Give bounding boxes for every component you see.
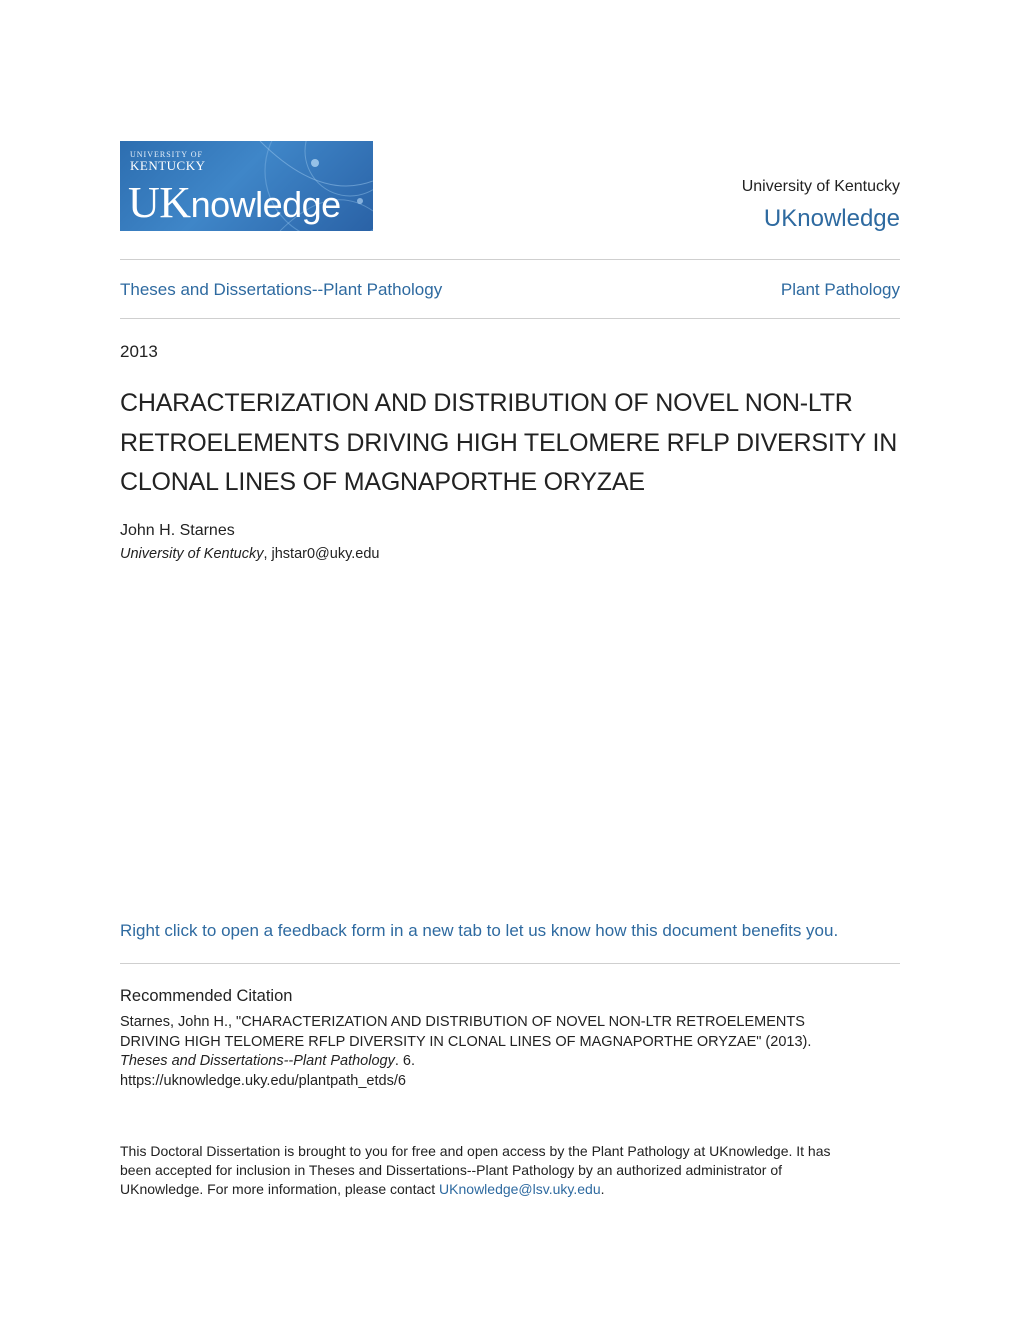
footer-line-3-prefix: UKnowledge. For more information, please contact (120, 1181, 440, 1198)
contact-email-link[interactable]: UKnowledge@lsv.uky.edu (439, 1181, 601, 1198)
divider-citation (120, 963, 900, 964)
department-link[interactable]: Plant Pathology (780, 280, 900, 299)
citation-series-suffix: . 6. (394, 1053, 415, 1069)
series-link[interactable]: Theses and Dissertations--Plant Pathology (120, 280, 443, 299)
feedback-link[interactable]: Right click to open a feedback form in a new tab to let us know how this document benefits you. (120, 921, 839, 940)
divider-top (120, 259, 900, 260)
divider-nav (120, 318, 900, 319)
citation-line-2: DRIVING HIGH TELOMERE RFLP DIVERSITY IN CLONAL LINES OF MAGNAPORTHE ORYZAE" (2013). (120, 1033, 812, 1050)
logo-wordmark (128, 179, 341, 229)
header-institution: University of Kentucky (741, 178, 900, 195)
document-title (120, 384, 920, 503)
citation-line-1: Starnes, John H., "CHARACTERIZATION AND DISTRIBUTION OF NOVEL NON-LTR RETROELEMENTS (120, 1014, 805, 1030)
citation-body (120, 1013, 900, 1091)
citation-heading: Recommended Citation (120, 987, 293, 1005)
logo-wordmark-uk: UK (128, 178, 191, 227)
footer-line-3 (120, 1180, 900, 1199)
title-line-2: RETROELEMENTS DRIVING HIGH TELOMERE RFLP DIVERSITY IN (120, 428, 898, 457)
footer-line-1: This Doctoral Dissertation is brought to you for free and open access by the Plant Pathology at UKnowledge. It has (120, 1143, 831, 1159)
author-name: John H. Starnes (120, 522, 235, 539)
footer-notice (120, 1142, 900, 1200)
logo-institution-big: KENTUCKY (130, 158, 206, 173)
logo-institution-small: UNIVERSITY OF (130, 150, 203, 159)
citation-series: Theses and Dissertations--Plant Pathology (120, 1053, 395, 1069)
author-affiliation (120, 546, 379, 562)
uknowledge-logo[interactable] (120, 141, 373, 231)
title-line-3: CLONAL LINES OF MAGNAPORTHE ORYZAE (120, 468, 645, 496)
publication-year: 2013 (120, 342, 158, 361)
citation-series-line (120, 1052, 900, 1072)
affiliation-institution: University of Kentucky (120, 546, 264, 562)
citation-url: https://uknowledge.uky.edu/plantpath_etds/6 (120, 1072, 406, 1089)
footer-line-3-suffix: . (600, 1181, 605, 1198)
logo-wordmark-rest: nowledge (190, 184, 341, 225)
title-line-1: CHARACTERIZATION AND DISTRIBUTION OF NOVEL NON-LTR (120, 389, 853, 417)
header-repository-link[interactable]: UKnowledge (763, 205, 900, 232)
footer-line-2: been accepted for inclusion in Theses and Dissertations--Plant Pathology by an authorized administrator of (120, 1162, 783, 1179)
author-email: , jhstar0@uky.edu (263, 546, 380, 562)
